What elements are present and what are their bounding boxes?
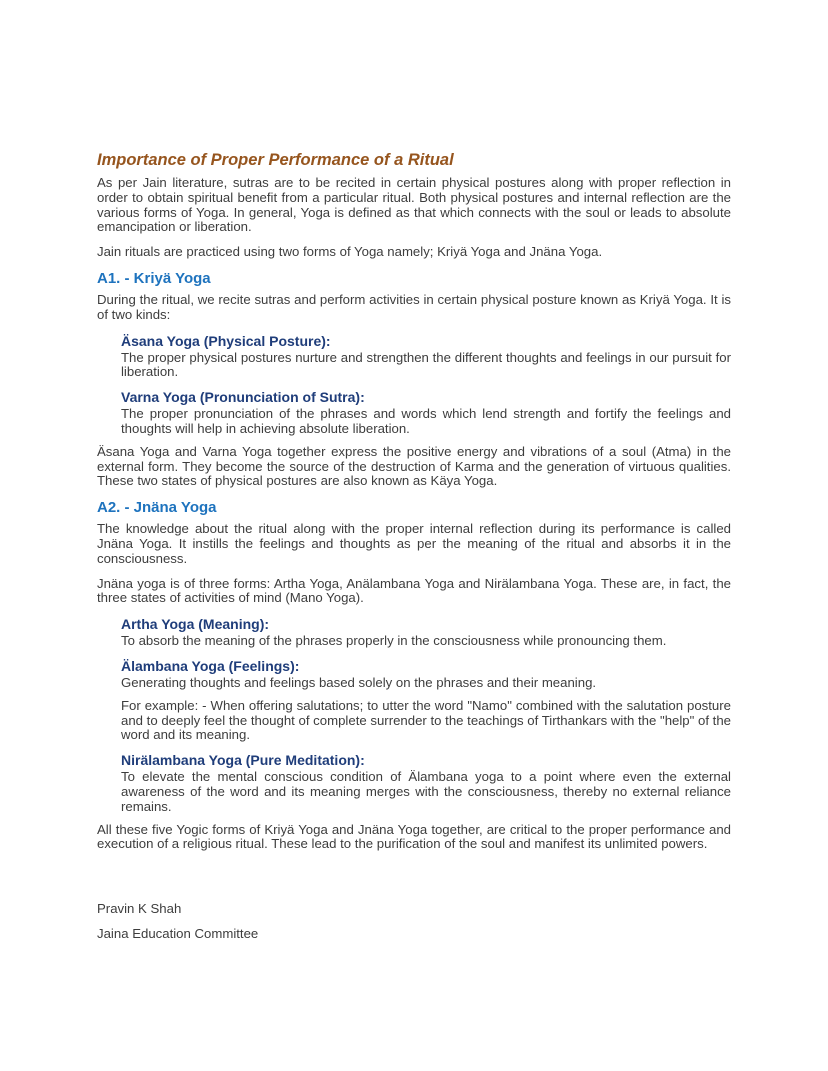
artha-yoga-paragraph: To absorb the meaning of the phrases properly in the consciousness while pronouncing them. — [121, 633, 667, 649]
alambana-yoga-example-paragraph: For example: - When offering salutations; to utter the word "Namo" combined with the salutation posture and to deeply feel the thought of complete surrender to the teachings of Tirthankars with the "help" of the word and its meaning. — [121, 697, 731, 743]
section-heading-a1-kriya-yoga: A1. - Kriyä Yoga — [97, 269, 211, 287]
subsection-niralambana-yoga — [121, 752, 731, 814]
varna-yoga-paragraph: The proper pronunciation of the phrases and words which lend strength and fortify the feelings and thoughts will help in achieving absolute liberation. — [121, 406, 731, 436]
asana-yoga-paragraph: The proper physical postures nurture and strengthen the different thoughts and feelings in our pursuit for liberation. — [121, 349, 731, 380]
a1-intro-paragraph: During the ritual, we recite sutras and perform activities in certain physical posture known as Kriyä Yoga. It is of two kinds: — [97, 291, 731, 322]
subsection-heading-niralambana-yoga: Nirälambana Yoga (Pure Meditation): — [121, 752, 365, 769]
subsection-heading-asana-yoga: Äsana Yoga (Physical Posture): — [121, 332, 331, 349]
a1-summary-paragraph: Äsana Yoga and Varna Yoga together express the positive energy and vibrations of a soul (Atma) in the external form. They become the source of the destruction of Karma and the generation of virtuous qualities. These two states of physical postures are also known as Käya Yoga. — [97, 443, 731, 489]
subsection-heading-artha-yoga: Artha Yoga (Meaning): — [121, 616, 270, 633]
section-heading-a2-jnana-yoga: A2. - Jnäna Yoga — [97, 499, 217, 517]
subsection-varna-yoga — [121, 389, 731, 437]
intro-paragraph-1: As per Jain literature, sutras are to be recited in certain physical postures along with proper reflection in order to obtain spiritual benefit from a particular ritual. Both physical postures and internal reflection are the various forms of Yoga. In general, Yoga is defined as that which connects with the soul or leads to absolute emancipation or liberation. — [97, 175, 731, 235]
intro-paragraph-2: Jain rituals are practiced using two forms of Yoga namely; Kriyä Yoga and Jnäna Yoga. — [97, 244, 603, 260]
subsection-heading-varna-yoga: Varna Yoga (Pronunciation of Sutra): — [121, 389, 365, 406]
a2-intro-paragraph-1: The knowledge about the ritual along with the proper internal reflection during its performance is called Jnäna Yoga. It instills the feelings and thoughts as per the meaning of the ritual and absorbs it in the consciousness. — [97, 521, 731, 566]
a2-intro-paragraph-2: Jnäna yoga is of three forms: Artha Yoga, Anälambana Yoga and Nirälambana Yoga. These are, in fact, the three states of activities of mind (Mano Yoga). — [97, 575, 731, 606]
subsection-asana-yoga — [121, 333, 731, 381]
organization-name: Jaina Education Committee — [97, 925, 259, 941]
alambana-yoga-paragraph: Generating thoughts and feelings based solely on the phrases and their meaning. — [121, 674, 597, 690]
niralambana-yoga-paragraph: To elevate the mental conscious condition of Älambana yoga to a point where even the external awareness of the word and its meaning merges with the consciousness, thereby no external reliance remains. — [121, 769, 731, 814]
subsection-artha-yoga — [121, 616, 731, 649]
conclusion-paragraph: All these five Yogic forms of Kriyä Yoga and Jnäna Yoga together, are critical to the proper performance and execution of a religious ritual. These lead to the purification of the soul and manifest its unlimited powers. — [97, 821, 731, 852]
subsection-heading-alambana-yoga: Älambana Yoga (Feelings): — [121, 657, 300, 674]
author-name: Pravin K Shah — [97, 901, 182, 917]
subsection-alambana-yoga — [121, 658, 731, 743]
document-title: Importance of Proper Performance of a Ritual — [97, 151, 454, 169]
document-footer — [97, 902, 731, 942]
